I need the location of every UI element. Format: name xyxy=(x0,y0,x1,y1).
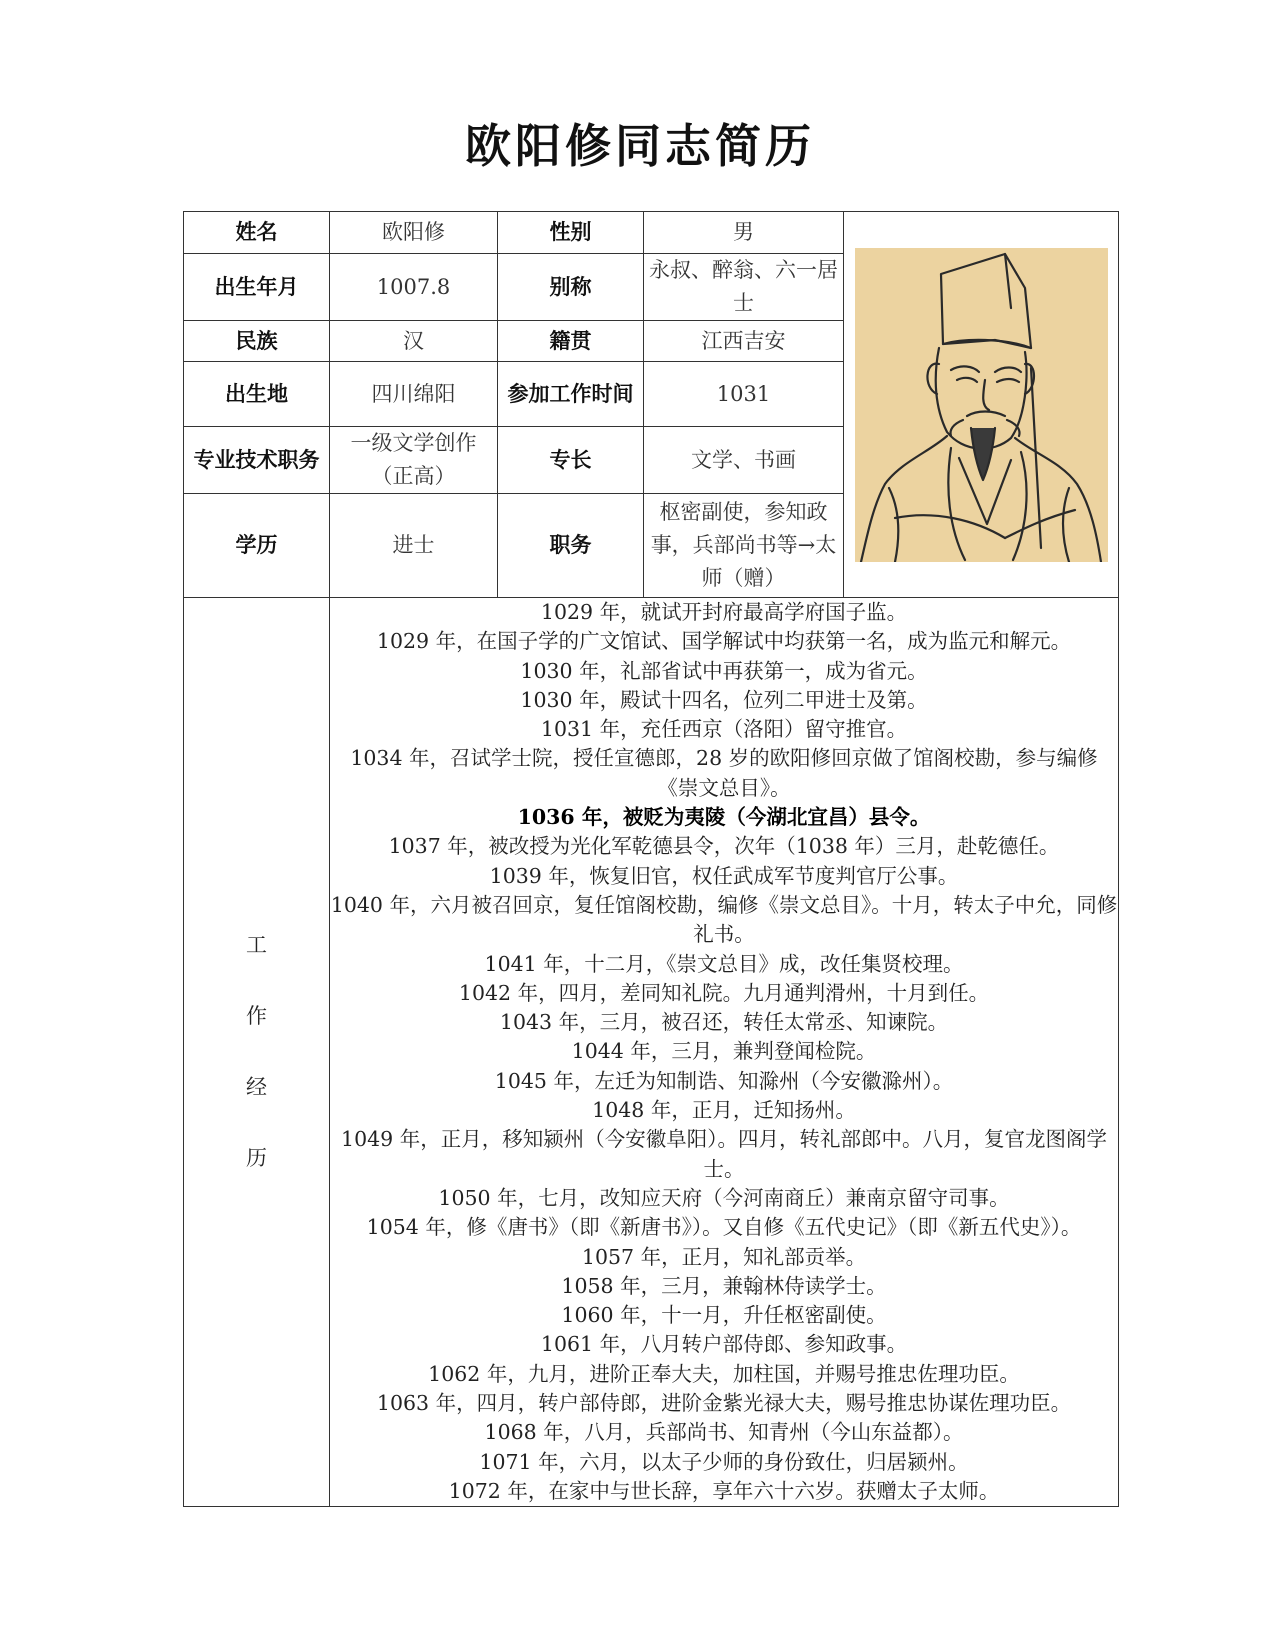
work-history-label-char: 历 xyxy=(246,1146,267,1171)
origin-value: 江西吉安 xyxy=(644,321,844,362)
page-title: 欧阳修同志简历 xyxy=(465,119,815,173)
work-history-label-char: 作 xyxy=(246,1004,267,1029)
work-history-label-char: 经 xyxy=(246,1075,267,1100)
row-work-history xyxy=(184,598,1119,1507)
alias-value: 永叔、醉翁、六一居士 xyxy=(644,254,844,321)
gender-label: 性别 xyxy=(498,212,644,254)
timeline-entry: 1037 年，被改授为光化军乾德县令，次年（1038 年）三月，赴乾德任。 xyxy=(388,834,1060,859)
timeline-entry: 1050 年，七月，改知应天府（今河南商丘）兼南京留守司事。 xyxy=(438,1185,1010,1210)
work-history-label-char: 工 xyxy=(246,933,267,958)
specialty-label: 专长 xyxy=(498,427,644,494)
portrait-image xyxy=(855,248,1108,562)
timeline-entry: 1060 年，十一月，升任枢密副使。 xyxy=(561,1303,887,1328)
birth-label: 出生年月 xyxy=(184,254,330,321)
timeline-entry: 1041 年，十二月，《崇文总目》成，改任集贤校理。 xyxy=(484,951,964,976)
title-value: 一级文学创作（正高） xyxy=(330,427,498,494)
timeline-entry: 1049 年，正月，移知颍州（今安徽阜阳）。四月，转礼部郎中。八月，复官龙图阁学士。 xyxy=(341,1127,1107,1181)
timeline-entry: 1029 年，在国子学的广文馆试、国学解试中均获第一名，成为监元和解元。 xyxy=(376,629,1072,654)
name-value: 欧阳修 xyxy=(330,212,498,254)
timeline-entry: 1063 年，四月，转户部侍郎，进阶金紫光禄大夫，赐号推忠协谋佐理功臣。 xyxy=(376,1391,1072,1416)
timeline-entry: 1048 年，正月，迁知扬州。 xyxy=(592,1098,856,1123)
photo-cell xyxy=(844,212,1119,598)
work-history-label xyxy=(184,598,330,1507)
timeline-entry: 1054 年，修《唐书》（即《新唐书》）。又自修《五代史记》（即《新五代史》）。 xyxy=(366,1215,1082,1240)
birthplace-label: 出生地 xyxy=(184,362,330,427)
timeline-entry: 1062 年，九月，进阶正奉大夫，加柱国，并赐号推忠佐理功臣。 xyxy=(428,1361,1020,1386)
timeline-entry: 1068 年，八月，兵部尚书、知青州（今山东益都）。 xyxy=(484,1420,964,1445)
timeline-entry: 1030 年，礼部省试中再获第一，成为省元。 xyxy=(520,658,928,683)
birth-value: 1007.8 xyxy=(330,254,498,321)
timeline-entry: 1029 年，就试开封府最高学府国子监。 xyxy=(540,600,908,624)
origin-label: 籍贯 xyxy=(498,321,644,362)
position-label: 职务 xyxy=(498,494,644,598)
timeline-entry: 1040 年，六月被召回京，复任馆阁校勘，编修《崇文总目》。十月，转太子中允，同修礼书。 xyxy=(330,892,1118,947)
timeline-entry: 1042 年，四月，差同知礼院。九月通判滑州，十月到任。 xyxy=(458,980,990,1005)
timeline-entry: 1045 年，左迁为知制诰、知滁州（今安徽滁州）。 xyxy=(494,1068,954,1093)
name-label: 姓名 xyxy=(184,212,330,254)
work-start-label: 参加工作时间 xyxy=(498,362,644,427)
work-start-value: 1031 xyxy=(644,362,844,427)
timeline-entry: 1034 年，召试学士院，授任宣德郎，28 岁的欧阳修回京做了馆阁校勘，参与编修《崇文总目》。 xyxy=(350,746,1098,800)
timeline-entry: 1072 年，在家中与世长辞，享年六十六岁。获赠太子太师。 xyxy=(448,1478,1000,1503)
work-history-timeline xyxy=(330,598,1119,1507)
birthplace-value: 四川绵阳 xyxy=(330,362,498,427)
ethnicity-value: 汉 xyxy=(330,321,498,362)
education-value: 进士 xyxy=(330,494,498,598)
alias-label: 别称 xyxy=(498,254,644,321)
timeline-entry: 1061 年，八月转户部侍郎、参知政事。 xyxy=(540,1332,908,1357)
row-name xyxy=(184,212,1119,254)
timeline-list xyxy=(330,598,1118,1506)
timeline-entry: 1036 年，被贬为夷陵（今湖北宜昌）县令。 xyxy=(517,805,931,830)
title-label: 专业技术职务 xyxy=(184,427,330,494)
resume-table xyxy=(183,211,1119,1507)
timeline-entry: 1058 年，三月，兼翰林侍读学士。 xyxy=(561,1273,887,1298)
gender-value: 男 xyxy=(644,212,844,254)
timeline-entry: 1043 年，三月，被召还，转任太常丞、知谏院。 xyxy=(499,1010,949,1035)
ethnicity-label: 民族 xyxy=(184,321,330,362)
timeline-entry: 1039 年，恢复旧官，权任武成军节度判官厅公事。 xyxy=(489,863,959,888)
timeline-entry: 1030 年，殿试十四名，位列二甲进士及第。 xyxy=(520,687,928,712)
education-label: 学历 xyxy=(184,494,330,598)
timeline-entry: 1044 年，三月，兼判登闻检院。 xyxy=(571,1039,877,1064)
specialty-value: 文学、书画 xyxy=(644,427,844,494)
timeline-entry: 1057 年，正月，知礼部贡举。 xyxy=(581,1244,867,1269)
timeline-entry: 1031 年，充任西京（洛阳）留守推官。 xyxy=(540,717,908,742)
timeline-entry: 1071 年，六月，以太子少师的身份致仕，归居颍州。 xyxy=(479,1449,969,1474)
position-value: 枢密副使，参知政事，兵部尚书等→太师（赠） xyxy=(644,494,844,598)
